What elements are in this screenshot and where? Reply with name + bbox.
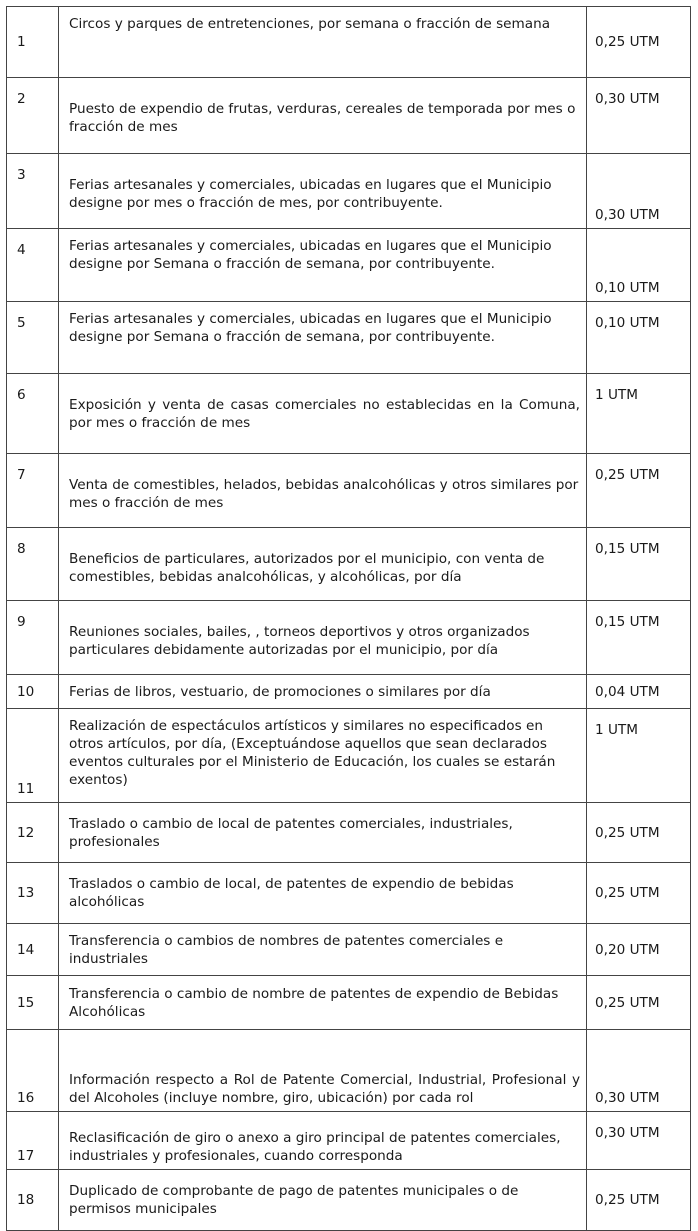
row-fee: 0,30 UTM [587,154,691,229]
row-description: Beneficios de particulares, autorizados por el municipio, con venta de comestibles, bebidas analcohólicas, y alcohólicas, por día [59,528,587,601]
table-row [7,803,691,863]
row-description: Realización de espectáculos artísticos y similares no especificados en otros artículos, por día, (Exceptuándose aquellos que sean declarados eventos culturales por el Ministerio de Educación, los cuales se estarán exentos) [59,709,587,803]
row-fee: 0,15 UTM [587,601,691,675]
fee-table [6,6,691,1231]
table-row [7,302,691,374]
row-number: 8 [7,528,59,601]
table-row [7,1170,691,1231]
table-row [7,1030,691,1112]
row-description: Circos y parques de entretenciones, por semana o fracción de semana [59,7,587,78]
row-fee: 0,25 UTM [587,7,691,78]
row-description: Duplicado de comprobante de pago de patentes municipales o de permisos municipales [59,1170,587,1231]
row-number: 14 [7,924,59,976]
row-fee: 0,30 UTM [587,1030,691,1112]
row-description: Ferias artesanales y comerciales, ubicadas en lugares que el Municipio designe por Semana o fracción de semana, por contribuyente. [59,302,587,374]
table-row [7,7,691,78]
row-fee: 0,25 UTM [587,454,691,528]
table-row [7,78,691,154]
row-number: 4 [7,229,59,302]
row-number: 13 [7,863,59,924]
row-fee: 0,04 UTM [587,675,691,709]
row-number: 18 [7,1170,59,1231]
row-fee: 0,20 UTM [587,924,691,976]
row-number: 9 [7,601,59,675]
table-row [7,229,691,302]
row-description: Ferias artesanales y comerciales, ubicadas en lugares que el Municipio designe por Semana o fracción de semana, por contribuyente. [59,229,587,302]
row-fee: 0,25 UTM [587,863,691,924]
row-fee: 0,25 UTM [587,1170,691,1231]
row-number: 11 [7,709,59,803]
table-row [7,528,691,601]
row-fee: 1 UTM [587,374,691,454]
row-description: Venta de comestibles, helados, bebidas analcohólicas y otros similares por mes o fracción de mes [59,454,587,528]
table-row [7,154,691,229]
row-number: 5 [7,302,59,374]
row-number: 1 [7,7,59,78]
table-row [7,863,691,924]
table-row [7,601,691,675]
row-fee: 0,30 UTM [587,78,691,154]
row-number: 6 [7,374,59,454]
row-description: Transferencia o cambio de nombre de patentes de expendio de Bebidas Alcohólicas [59,976,587,1030]
table-row [7,924,691,976]
row-fee: 0,25 UTM [587,976,691,1030]
row-number: 2 [7,78,59,154]
row-fee: 0,30 UTM [587,1112,691,1170]
table-row [7,675,691,709]
row-fee: 0,10 UTM [587,229,691,302]
row-description: Traslado o cambio de local de patentes comerciales, industriales, profesionales [59,803,587,863]
row-description: Información respecto a Rol de Patente Comercial, Industrial, Profesional y del Alcoholes (incluye nombre, giro, ubicación) por cada rol [59,1030,587,1112]
row-number: 7 [7,454,59,528]
table-row [7,454,691,528]
row-number: 10 [7,675,59,709]
table-row [7,374,691,454]
row-description: Puesto de expendio de frutas, verduras, cereales de temporada por mes o fracción de mes [59,78,587,154]
row-fee: 0,10 UTM [587,302,691,374]
row-fee: 0,25 UTM [587,803,691,863]
row-number: 17 [7,1112,59,1170]
row-description: Traslados o cambio de local, de patentes de expendio de bebidas alcohólicas [59,863,587,924]
table-row [7,1112,691,1170]
row-number: 15 [7,976,59,1030]
row-description: Transferencia o cambios de nombres de patentes comerciales e industriales [59,924,587,976]
row-description: Reclasificación de giro o anexo a giro principal de patentes comerciales, industriales y profesionales, cuando corresponda [59,1112,587,1170]
table-row [7,976,691,1030]
row-description: Exposición y venta de casas comerciales no establecidas en la Comuna, por mes o fracción de mes [59,374,587,454]
row-fee: 0,15 UTM [587,528,691,601]
row-description: Ferias de libros, vestuario, de promociones o similares por día [59,675,587,709]
row-number: 16 [7,1030,59,1112]
row-number: 3 [7,154,59,229]
row-description: Reuniones sociales, bailes, , torneos deportivos y otros organizados particulares debidamente autorizadas por el municipio, por día [59,601,587,675]
row-description: Ferias artesanales y comerciales, ubicadas en lugares que el Municipio designe por mes o fracción de mes, por contribuyente. [59,154,587,229]
row-fee: 1 UTM [587,709,691,803]
table-row [7,709,691,803]
row-number: 12 [7,803,59,863]
